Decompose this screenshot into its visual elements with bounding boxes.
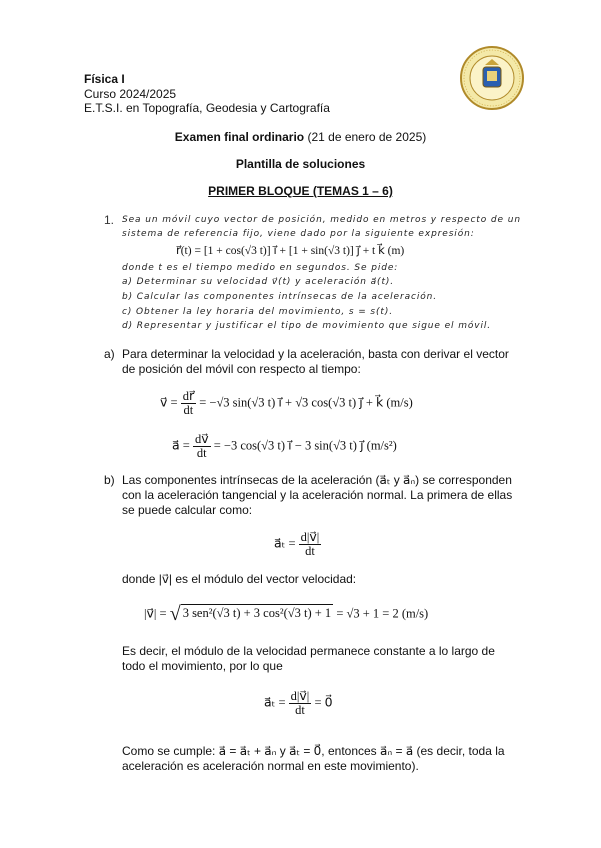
question-intro-line2: sistema de referencia fijo, viene dado por la siguiente expresión: bbox=[122, 229, 475, 239]
question-item-a: a) Determinar su velocidad v⃗(t) y aceleración a⃗(t). bbox=[122, 277, 395, 287]
exam-title: Examen final ordinario (21 de enero de 2025) bbox=[174, 130, 427, 144]
question-item-c: c) Obtener la ley horaria del movimiento, s = s(t). bbox=[122, 307, 394, 317]
question-intro-line1: Sea un móvil cuyo vector de posición, medido en metros y respecto de un bbox=[122, 215, 521, 225]
modulus-description: donde |v⃗| es el módulo del vector velocidad: bbox=[122, 572, 357, 586]
constant-speed-text: Es decir, el módulo de la velocidad permanece constante a lo largo de todo el movimiento, por lo que bbox=[122, 644, 495, 673]
question-where: donde t es el tiempo medido en segundos. Se pide: bbox=[122, 263, 399, 273]
sqrt-sign-icon: √ bbox=[169, 603, 181, 625]
question-number: 1. bbox=[104, 213, 115, 227]
velocity-equation: v⃗ = $\frac{dr⃗}{dt}$ = −√3 sin(√3 t) ı⃗ + √3 cos(√3 t) ȷ⃗ + k⃗ (m/s) bbox=[160, 389, 413, 417]
question-item-d: d) Representar y justificar el tipo de movimiento que sigue el móvil. bbox=[122, 321, 492, 331]
position-vector-formula: r⃗(t) = [1 + cos(√3 t)] ı⃗ + [1 + sin(√3 t)] ȷ⃗ + t k⃗ (m) bbox=[176, 245, 405, 257]
course-name: Física I bbox=[84, 72, 125, 86]
solution-a-text: Para determinar la velocidad y la aceleración, basta con derivar el vector de posición del móvil con respecto al tiempo: bbox=[122, 347, 509, 376]
solution-a-label: a) bbox=[104, 347, 115, 361]
velocity-fraction: $\frac{dr⃗}{dt}$ bbox=[182, 389, 195, 417]
university-seal-icon bbox=[459, 45, 525, 111]
solution-b-text: Las componentes intrínsecas de la aceleración (a⃗ₜ y a⃗ₙ) se corresponden con la aceleración tangencial y la aceleración normal. La primera de ellas se puede calcular como: bbox=[122, 473, 513, 517]
course-year: Curso 2024/2025 bbox=[84, 86, 177, 101]
exam-subtitle: Plantilla de soluciones bbox=[235, 157, 366, 171]
tangential-zero-formula: a⃗ₜ = $\frac{d|v⃗|}{dt}$ = 0⃗ bbox=[264, 689, 333, 717]
question-item-b: b) Calcular las componentes intrínsecas de la aceleración. bbox=[122, 292, 438, 302]
acceleration-equation: a⃗ = $\frac{dv⃗}{dt}$ = −3 cos(√3 t) ı⃗ − 3 sin(√3 t) ȷ⃗ (m/s²) bbox=[172, 432, 397, 460]
tangential-zero-fraction: $\frac{d|v⃗|}{dt}$ bbox=[290, 689, 310, 717]
conclusion-text: Como se cumple: a⃗ = a⃗ₜ + a⃗ₙ y a⃗ₜ = 0⃗, entonces a⃗ₙ = a⃗ (es decir, toda la aceleración es aceleración normal en este movimiento). bbox=[122, 744, 505, 773]
school-name: E.T.S.I. en Topografía, Geodesia y Cartografía bbox=[84, 101, 330, 115]
solution-b-label: b) bbox=[104, 473, 115, 487]
tangential-fraction: $\frac{d|v⃗|}{dt}$ bbox=[300, 530, 320, 558]
velocity-modulus-equation: |v⃗| = √ 3 sen²(√3 t) + 3 cos²(√3 t) + 1 = √3 + 1 = 2 (m/s) bbox=[144, 603, 429, 625]
block-title: PRIMER BLOQUE (TEMAS 1 – 6) bbox=[208, 184, 393, 198]
course-header bbox=[84, 72, 330, 116]
tangential-acceleration-formula: a⃗ₜ = $\frac{d|v⃗|}{dt}$ bbox=[274, 530, 320, 558]
sqrt-radicand: 3 sen²(√3 t) + 3 cos²(√3 t) + 1 bbox=[182, 606, 332, 621]
acceleration-fraction: $\frac{dv⃗}{dt}$ bbox=[194, 432, 209, 460]
